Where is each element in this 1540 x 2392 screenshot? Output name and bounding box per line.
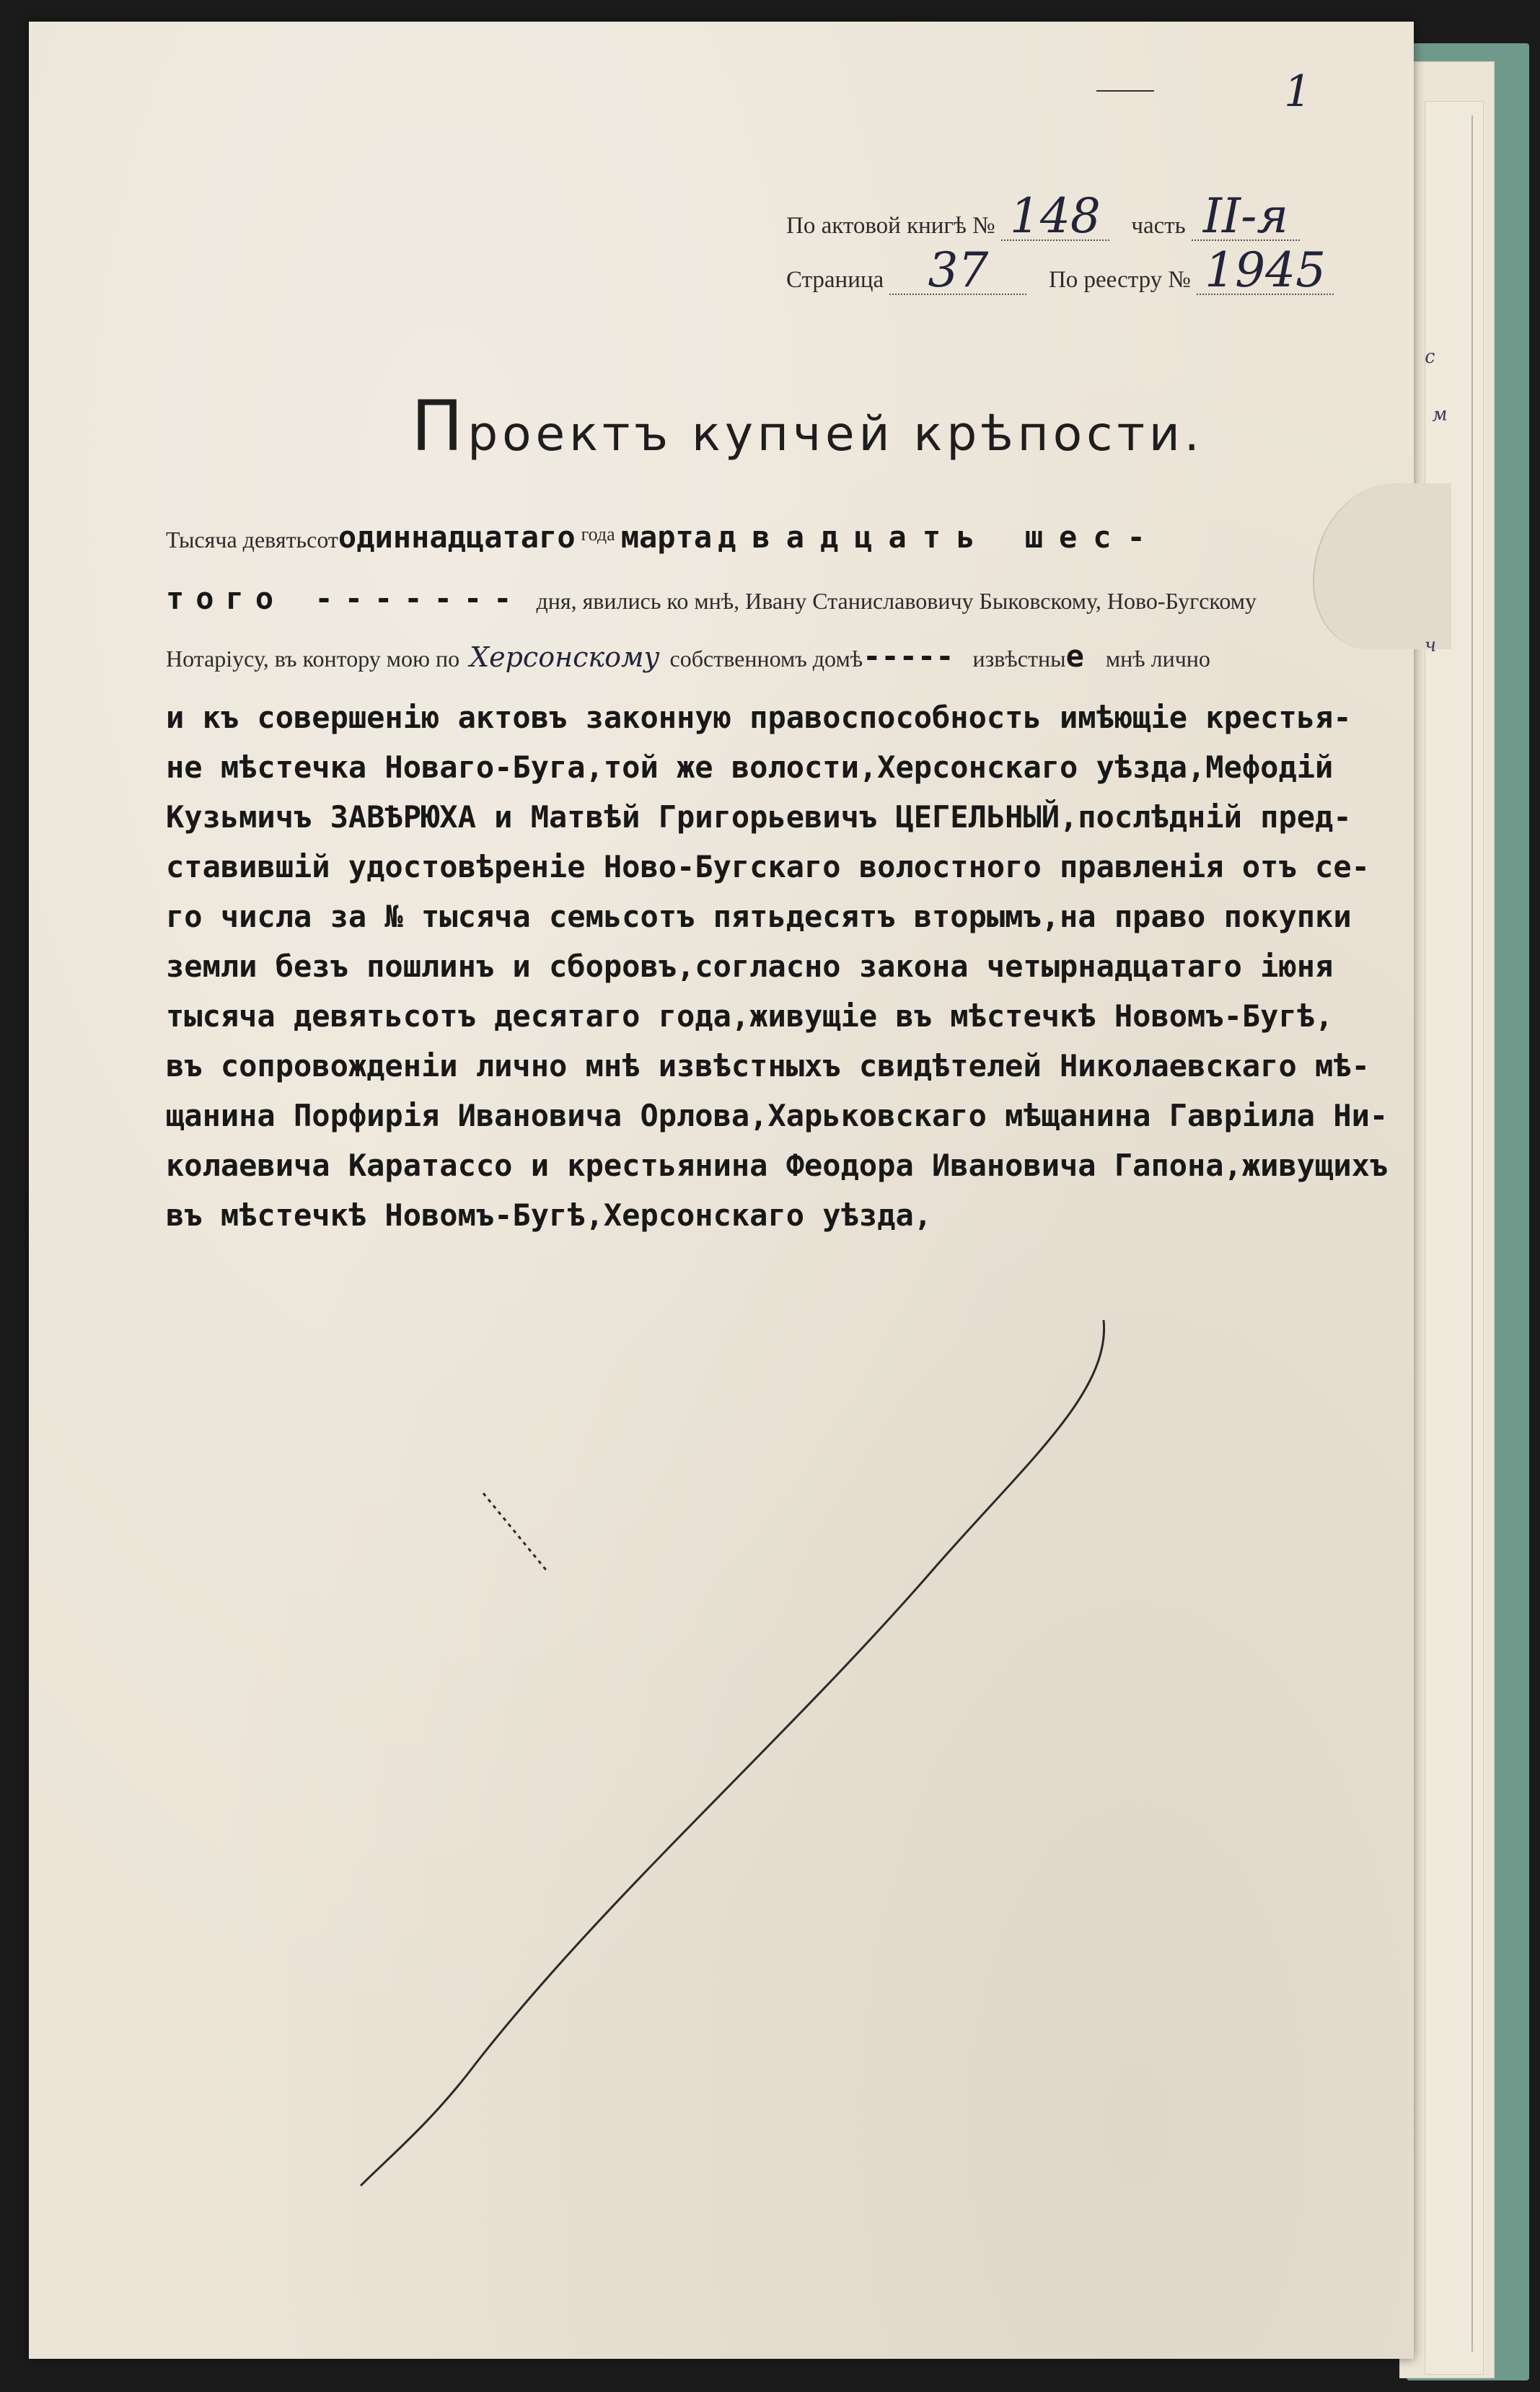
book-number-field: 148	[1001, 213, 1109, 241]
body-line: въ сопровожденіи лично мнѣ извѣстныхъ свидѣтелей Николаевскаго мѣ-	[166, 1048, 1370, 1083]
cancel-z-stroke	[29, 22, 1414, 2359]
page-field: 37	[889, 267, 1026, 295]
registry-field: 1945	[1197, 267, 1334, 295]
body-line: го числа за № тысяча семьсотъ пятьдесятъ вторымъ,на право покупки	[166, 899, 1352, 934]
book-label: По актовой книгѣ №	[786, 213, 995, 239]
body-line: колаевича Каратассо и крестьянина Феодора Ивановича Гапона,живущихъ	[166, 1148, 1389, 1183]
margin-scribble: с	[1423, 346, 1436, 369]
page-label: Страница	[786, 267, 884, 293]
underlying-sheet-2	[1425, 101, 1484, 2375]
margin-scribble: м	[1430, 403, 1448, 426]
opening-line-2: того ------- дня, явились ко мнѣ, Ивану Станиславовичу Быковскому, Ново-Бугскому	[166, 581, 1257, 616]
body-line: въ мѣстечкѣ Новомъ-Бугѣ,Херсонскаго уѣзда,	[166, 1197, 933, 1233]
body-line: не мѣстечка Новаго-Буга,той же волости,Херсонскаго уѣзда,Мефодій	[166, 749, 1334, 785]
document-title: Проектъ купчей крѣпости.	[411, 386, 1204, 467]
opening-line-3: Нотаріусу, въ контору мою по Херсонскому собственномъ домѣ----- извѣстные мнѣ лично	[166, 638, 1210, 674]
ruled-margin-line	[1471, 115, 1473, 2352]
body-line: и къ совершенію актовъ законную правоспособность имѣющіе крестья-	[166, 700, 1352, 735]
margin-scribble: ч	[1423, 634, 1438, 657]
body-line: щанина Порфирія Ивановича Орлова,Харьковскаго мѣщанина Гавріила Ни-	[166, 1098, 1389, 1133]
opening-line-1: Тысяча девятьсотодиннадцатаго $^{года}$ марта двадцать шес-	[166, 519, 1161, 555]
body-line: земли безъ пошлинъ и сборовъ,согласно закона четырнадцатаго іюня	[166, 949, 1334, 984]
body-line: Кузьмичъ ЗАВѢРЮХА и Матвѣй Григорьевичъ ЦЕГЕЛЬНЫЙ,послѣдній пред-	[166, 799, 1352, 835]
body-line: тысяча девятьсотъ десятаго года,живущіе въ мѣстечкѣ Новомъ-Бугѣ,	[166, 998, 1334, 1034]
page-number: 1	[1284, 66, 1312, 117]
document-page	[29, 22, 1414, 2359]
registry-label: По реестру №	[1048, 267, 1191, 293]
part-label: часть	[1131, 213, 1186, 239]
part-field: II-я	[1192, 213, 1300, 241]
body-line: ставившій удостовѣреніе Ново-Бугскаго волостного правленія отъ се-	[166, 849, 1370, 884]
